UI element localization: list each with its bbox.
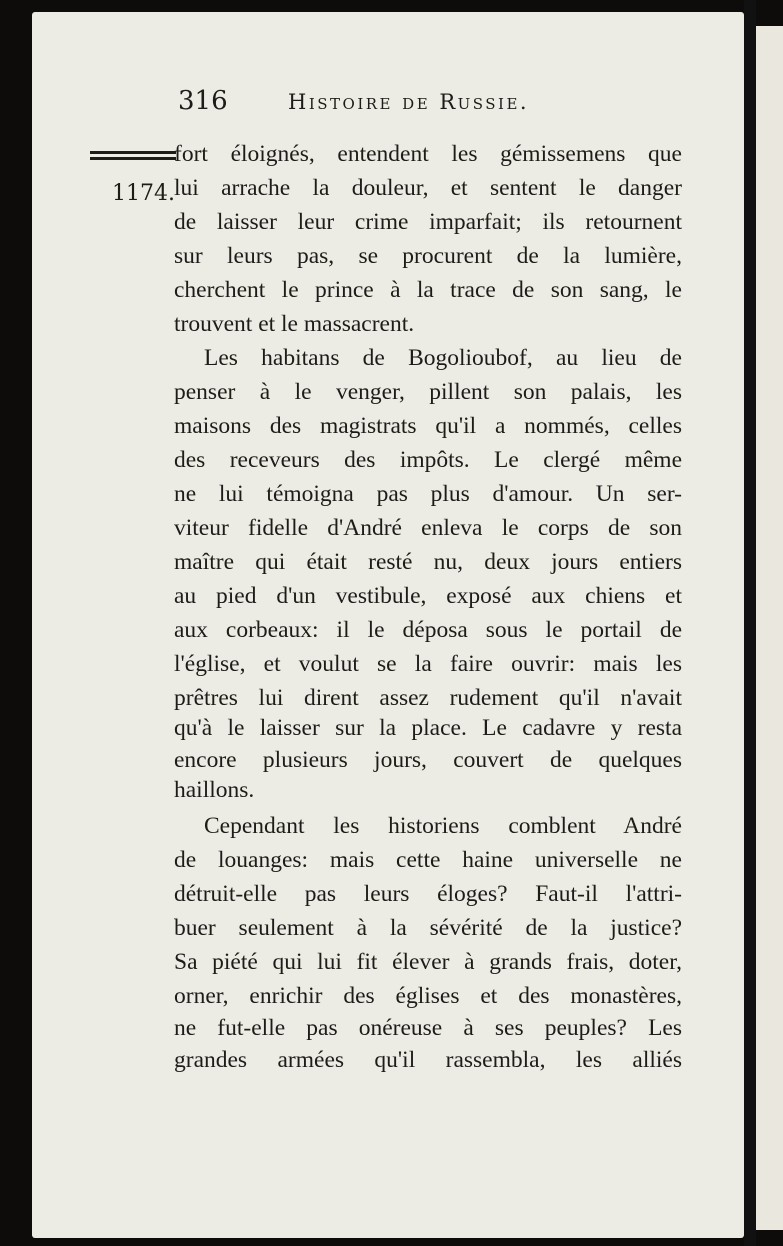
- text-line: aux corbeaux: il le déposa sous le portail de: [174, 617, 682, 643]
- text-line: au pied d'un vestibule, exposé aux chiens et: [174, 583, 682, 609]
- text-line: maisons des magistrats qu'il a nommés, celles: [174, 413, 682, 439]
- facing-page-edge: [756, 26, 783, 1230]
- text-line: Cependant les historiens comblent André: [204, 813, 682, 839]
- running-title: Histoire de Russie.: [288, 90, 530, 114]
- text-line: Sa piété qui lui fit élever à grands frais, doter,: [174, 949, 682, 975]
- text-line: des receveurs des impôts. Le clergé même: [174, 447, 682, 473]
- text-line: penser à le venger, pillent son palais, les: [174, 379, 682, 405]
- continuation-rule: [90, 151, 176, 154]
- text-line: de laisser leur crime imparfait; ils retournent: [174, 209, 682, 235]
- text-line: détruit-elle pas leurs éloges? Faut-il l'attri-: [174, 881, 682, 907]
- text-line: ne lui témoigna pas plus d'amour. Un ser-: [174, 481, 682, 507]
- continuation-rule: [90, 157, 176, 160]
- text-line: encore plusieurs jours, couvert de quelques: [174, 747, 682, 773]
- text-line: lui arrache la douleur, et sentent le danger: [174, 175, 682, 201]
- text-line: maître qui était resté nu, deux jours entiers: [174, 549, 682, 575]
- text-line: qu'à le laisser sur la place. Le cadavre y resta: [174, 715, 682, 741]
- text-line: prêtres lui dirent assez rudement qu'il n'avait: [174, 685, 682, 711]
- text-line: grandes armées qu'il rassembla, les alliés: [174, 1047, 682, 1073]
- text-line: haillons.: [174, 777, 255, 803]
- text-line: l'église, et voulut se la faire ouvrir: mais les: [174, 651, 682, 677]
- text-line: Les habitans de Bogolioubof, au lieu de: [204, 345, 682, 371]
- margin-year-note: 1174.: [112, 181, 175, 206]
- page-number: 316: [178, 86, 228, 116]
- text-line: orner, enrichir des églises et des monastères,: [174, 983, 682, 1009]
- text-line: de louanges: mais cette haine universelle ne: [174, 847, 682, 873]
- text-line: cherchent le prince à la trace de son sang, le: [174, 277, 682, 303]
- text-line: ne fut-elle pas onéreuse à ses peuples? Les: [174, 1015, 682, 1041]
- text-line: sur leurs pas, se procurent de la lumière,: [174, 243, 682, 269]
- text-line: buer seulement à la sévérité de la justice?: [174, 915, 682, 941]
- text-line: fort éloignés, entendent les gémissemens que: [174, 141, 682, 167]
- text-line: viteur fidelle d'André enleva le corps de son: [174, 515, 682, 541]
- book-gutter: [744, 0, 756, 1246]
- text-line: trouvent et le massacrent.: [174, 311, 415, 337]
